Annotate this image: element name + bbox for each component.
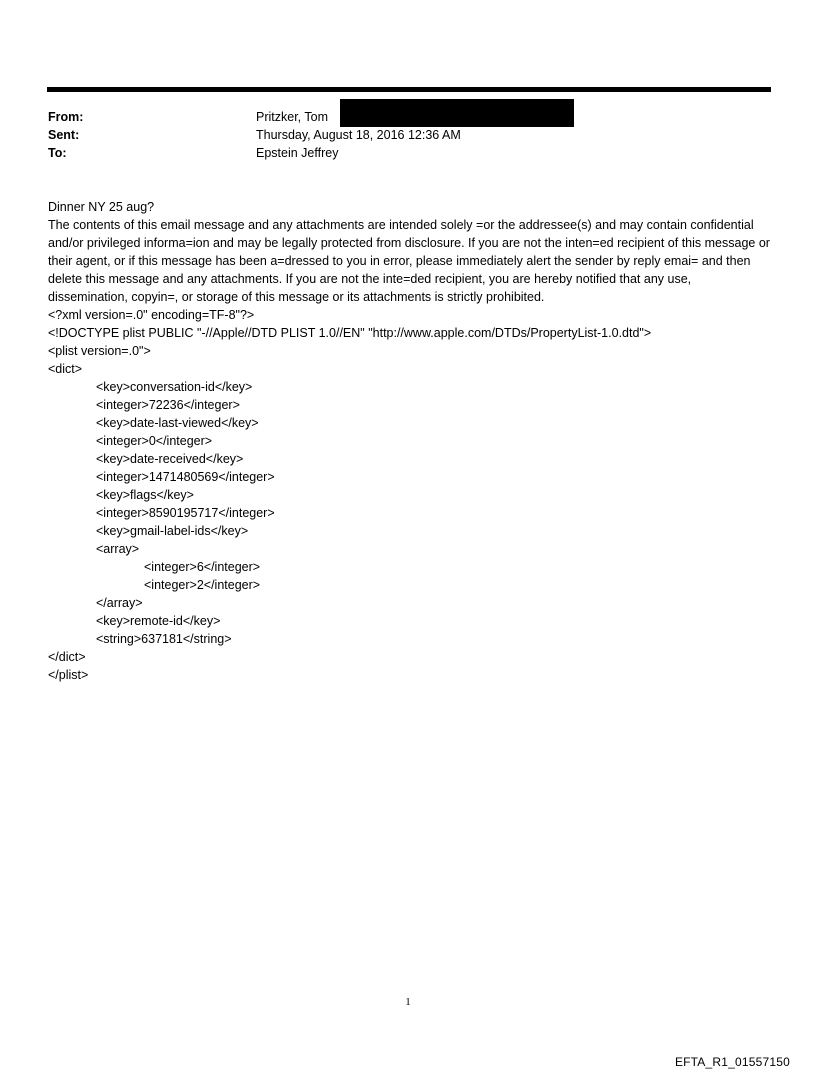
redaction-bar bbox=[340, 99, 574, 127]
from-label: From: bbox=[48, 110, 84, 124]
xml-line: <key>remote-id</key> bbox=[96, 614, 221, 628]
xml-line: <key>flags</key> bbox=[96, 488, 194, 502]
xml-line: <key>gmail-label-ids</key> bbox=[96, 524, 249, 538]
xml-declaration: <?xml version=.0" encoding=TF-8"?> bbox=[48, 308, 255, 322]
xml-line: </dict> bbox=[48, 650, 86, 664]
xml-doctype: <!DOCTYPE plist PUBLIC "-//Apple//DTD PLIST 1.0//EN" "http://www.apple.com/DTDs/PropertyList-1.0.dtd"> bbox=[48, 326, 652, 340]
message-body bbox=[48, 198, 772, 684]
header-rule bbox=[47, 87, 771, 92]
xml-line: <plist version=.0"> bbox=[48, 344, 151, 358]
document-id: EFTA_R1_01557150 bbox=[674, 1055, 790, 1069]
xml-line: </array> bbox=[96, 596, 143, 610]
xml-line: <key>date-last-viewed</key> bbox=[96, 416, 259, 430]
subject-line: Dinner NY 25 aug? bbox=[48, 200, 155, 214]
sent-label: Sent: bbox=[48, 128, 80, 142]
disclaimer-paragraph: The contents of this email message and any attachments are intended solely =or the addressee(s) and may contain confidential and/or privileged informa=ion and may be legally protected from disclosure. If you are not the inten=ed recipient of this message or their agent, or if this message has been a=dressed to you in error, please immediately alert the sender by reply emai= and then delete this message and any attachments. If you are not the inte=ded recipient, you are hereby notified that any use, dissemination, copyin=, or storage of this message or its attachments is strictly prohibited. bbox=[48, 218, 770, 304]
xml-line: <string>637181</string> bbox=[96, 632, 232, 646]
page-number: 1 bbox=[405, 996, 411, 1008]
xml-line: </plist> bbox=[48, 668, 89, 682]
from-value: Pritzker, Tom bbox=[256, 110, 329, 124]
to-value: Epstein Jeffrey bbox=[256, 146, 339, 160]
xml-line: <key>conversation-id</key> bbox=[96, 380, 253, 394]
xml-line: <dict> bbox=[48, 362, 83, 376]
xml-line: <integer>6</integer> bbox=[144, 560, 261, 574]
xml-line: <key>date-received</key> bbox=[96, 452, 244, 466]
xml-line: <integer>0</integer> bbox=[96, 434, 213, 448]
sent-value: Thursday, August 18, 2016 12:36 AM bbox=[256, 128, 461, 142]
xml-line: <integer>1471480569</integer> bbox=[96, 470, 275, 484]
xml-line: <array> bbox=[96, 542, 140, 556]
xml-line: <integer>72236</integer> bbox=[96, 398, 240, 412]
xml-line: <integer>8590195717</integer> bbox=[96, 506, 275, 520]
to-label: To: bbox=[48, 146, 67, 160]
xml-line: <integer>2</integer> bbox=[144, 578, 261, 592]
